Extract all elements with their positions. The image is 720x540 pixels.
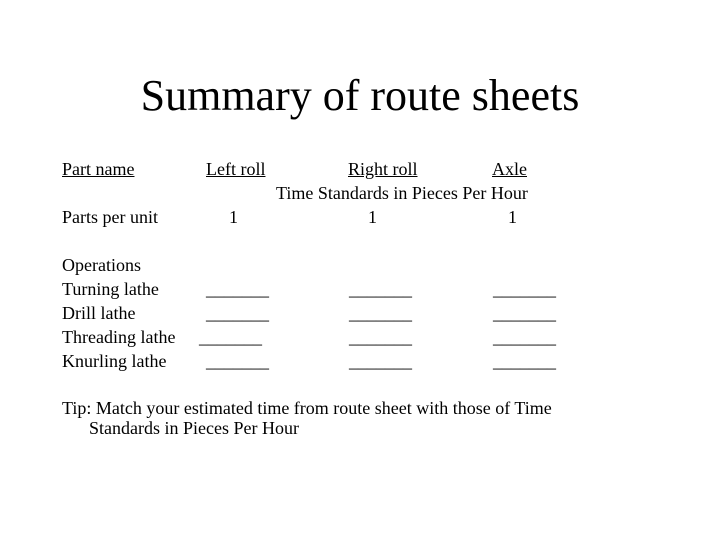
column-header-left-roll [206,157,348,181]
operation-name-drill: Drill lathe [62,303,136,323]
part-name-label-text: Part name [62,159,135,179]
blank-knurling-right-roll: _______ [349,351,412,371]
blank-drill-right-roll: _______ [349,303,412,323]
column-header-right-roll-text: Right roll [348,159,418,179]
blank-turning-axle: _______ [493,279,556,299]
operation-name-threading: Threading lathe [62,327,176,347]
part-name-label [62,157,206,181]
slide-title: Summary of route sheets [140,71,580,120]
column-header-axle [492,157,612,181]
blank-threading-left-roll: _______ [199,327,262,347]
blank-turning-left-roll: _______ [206,279,269,299]
parts-per-unit-right-roll: 1 [368,207,377,227]
blank-threading-right-roll: _______ [349,327,412,347]
blank-drill-left-roll: _______ [206,303,269,323]
operation-name-turning: Turning lathe [62,279,159,299]
tip-line-1: Tip: Match your estimated time from route sheet with those of Time [62,398,552,418]
operation-name-knurling: Knurling lathe [62,351,167,371]
tip-line-2: Standards in Pieces Per Hour [89,418,299,438]
blank-knurling-left-roll: _______ [206,351,269,371]
column-header-right-roll [348,157,492,181]
operations-heading: Operations [62,255,141,275]
parts-per-unit-label: Parts per unit [62,207,158,227]
blank-turning-right-roll: _______ [349,279,412,299]
blank-drill-axle: _______ [493,303,556,323]
time-standards-subheading: Time Standards in Pieces Per Hour [276,183,528,203]
column-header-left-roll-text: Left roll [206,159,266,179]
blank-threading-axle: _______ [493,327,556,347]
tip-note [62,398,642,438]
parts-per-unit-axle: 1 [508,207,517,227]
parts-per-unit-left-roll: 1 [229,207,238,227]
blank-knurling-axle: _______ [493,351,556,371]
column-header-axle-text: Axle [492,159,527,179]
